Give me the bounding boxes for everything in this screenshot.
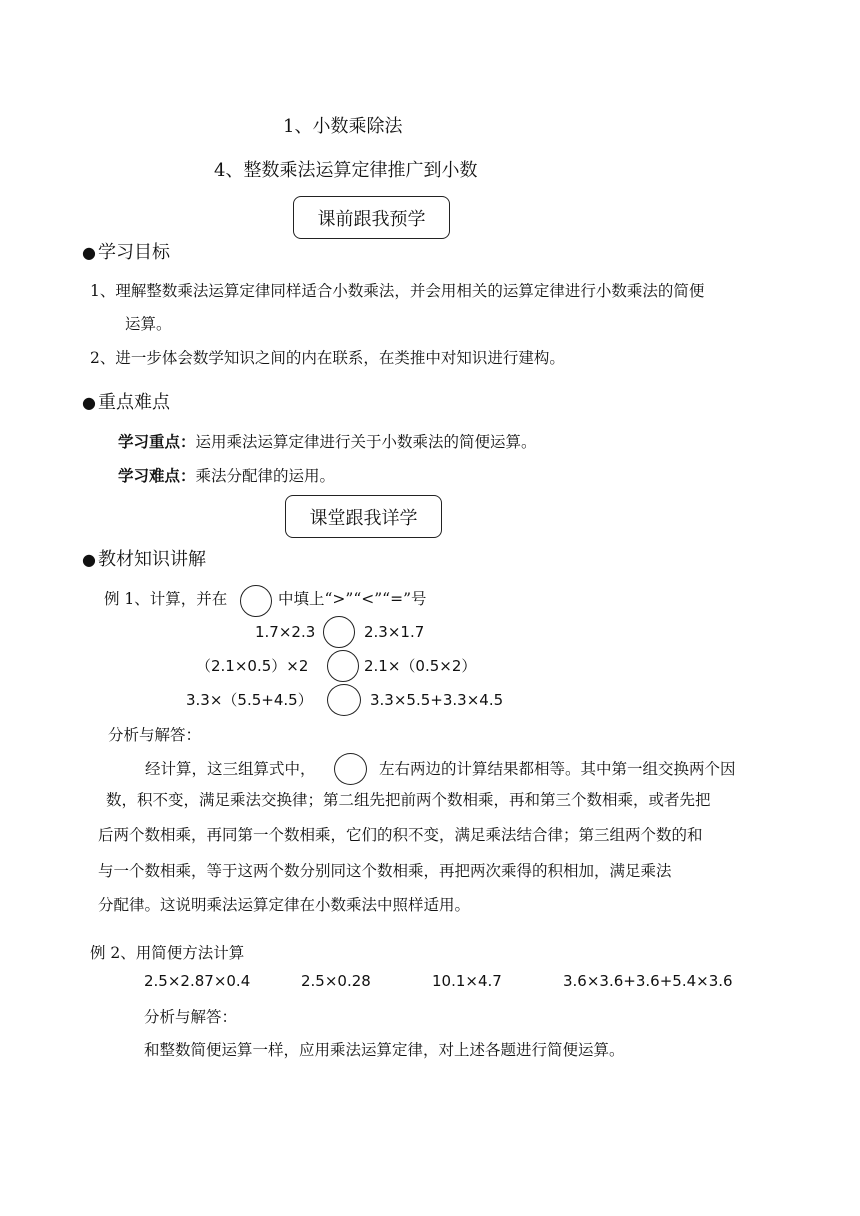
analysis-line-1-end: 左右两边的计算结果都相等。其中第一组交换两个因 — [379, 760, 736, 778]
difficulty-label: 学习难点： — [118, 466, 196, 485]
classroom-box-label: 课堂跟我详学 — [309, 507, 418, 529]
analysis-line-1-start: 经计算，这三组算式中， — [145, 760, 316, 778]
example-1-analysis-label: 分析与解答： — [108, 726, 202, 744]
lesson-title: 4、整数乘法运算定律推广到小数 — [214, 160, 478, 181]
goals-heading-text: 学习目标 — [97, 242, 170, 263]
row-2-left-expression: （2.1×0.5）×2 — [196, 657, 309, 675]
analysis-line-2: 数，积不变，满足乘法交换律；第二组先把前两个数相乘，再和第三个数相乘，或者先把 — [106, 791, 711, 809]
focus-line — [118, 427, 537, 457]
goals-heading — [82, 244, 170, 262]
focus-label: 学习重点： — [118, 432, 196, 451]
goal-item-2: 2、进一步体会数学知识之间的内在联系，在类推中对知识进行建构。 — [90, 349, 565, 367]
key-points-heading-text: 重点难点 — [97, 392, 170, 413]
example-2-expression-3: 10.1×4.7 — [432, 972, 502, 990]
example-2-expression-2: 2.5×0.28 — [301, 972, 371, 990]
example-2-analysis-text: 和整数简便运算一样，应用乘法运算定律，对上述各题进行简便运算。 — [144, 1041, 625, 1059]
example-1-prompt-start: 例 1、计算，并在 — [104, 590, 228, 608]
row-3-right-expression: 3.3×5.5+3.3×4.5 — [370, 691, 504, 709]
example-2-prompt: 例 2、用简便方法计算 — [90, 944, 245, 962]
key-points-heading — [82, 394, 170, 412]
bullet-icon: ● — [82, 243, 96, 262]
row-3-answer-circle[interactable] — [327, 684, 361, 716]
blank-circle[interactable] — [240, 585, 272, 617]
example-2-expression-4: 3.6×3.6+3.6+5.4×3.6 — [563, 972, 733, 990]
goal-item-1-line-2: 运算。 — [125, 315, 172, 333]
difficulty-text: 乘法分配律的运用。 — [195, 467, 336, 485]
classroom-section-box — [285, 495, 442, 538]
preview-section-box — [293, 196, 450, 239]
row-1-answer-circle[interactable] — [323, 616, 355, 648]
example-2-expression-1: 2.5×2.87×0.4 — [144, 972, 251, 990]
analysis-line-5: 分配律。这说明乘法运算定律在小数乘法中照样适用。 — [98, 896, 471, 914]
analysis-inline-circle — [334, 753, 367, 785]
goal-item-1-line-1: 1、理解整数乘法运算定律同样适合小数乘法，并会用相关的运算定律进行小数乘法的简便 — [90, 282, 705, 300]
focus-text: 运用乘法运算定律进行关于小数乘法的简便运算。 — [195, 433, 537, 451]
analysis-line-4: 与一个数相乘，等于这两个数分别同这个数相乘，再把两次乘得的积相加，满足乘法 — [98, 862, 672, 880]
row-2-right-expression: 2.1×（0.5×2） — [364, 657, 477, 675]
row-2-answer-circle[interactable] — [327, 650, 359, 682]
textbook-heading — [82, 551, 206, 569]
row-3-left-expression: 3.3×（5.5+4.5） — [186, 691, 313, 709]
row-1-left-expression: 1.7×2.3 — [255, 623, 316, 641]
bullet-icon: ● — [82, 550, 96, 569]
preview-box-label: 课前跟我预学 — [317, 208, 426, 230]
textbook-heading-text: 教材知识讲解 — [97, 549, 206, 570]
example-2-analysis-label: 分析与解答： — [144, 1008, 238, 1026]
row-1-right-expression: 2.3×1.7 — [364, 623, 425, 641]
example-1-prompt-end: 中填上“>”“<”“=”号 — [278, 590, 427, 608]
unit-title: 1、小数乘除法 — [283, 116, 403, 137]
analysis-line-3: 后两个数相乘，再同第一个数相乘，它们的积不变，满足乘法结合律；第三组两个数的和 — [98, 826, 703, 844]
difficulty-line — [118, 461, 335, 491]
bullet-icon: ● — [82, 393, 96, 412]
